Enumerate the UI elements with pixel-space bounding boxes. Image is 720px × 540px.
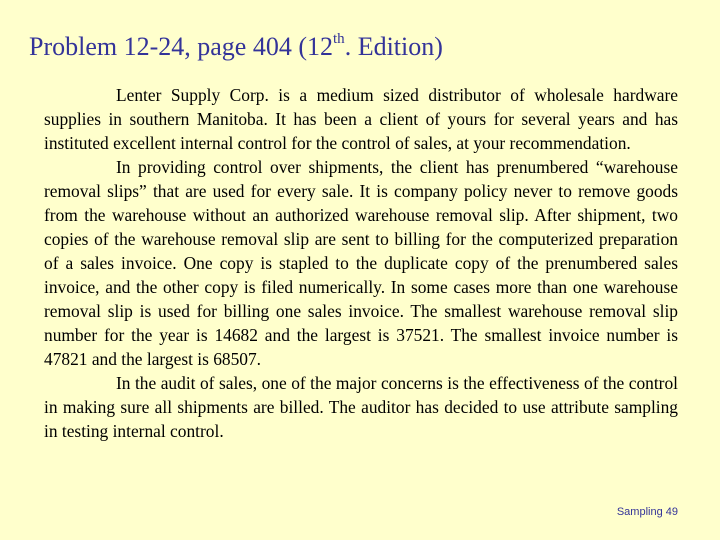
- title-suffix: . Edition): [344, 32, 443, 61]
- problem-body: [44, 83, 678, 443]
- title-prefix: Problem 12-24, page 404 (12: [29, 32, 334, 61]
- footer-label: Sampling: [616, 506, 663, 518]
- paragraph-shipment-controls: In providing control over shipments, the client has prenumbered “warehouse removal slips” that are used for every sale. It is company policy never to remove goods from the warehouse without an authorized warehouse removal slip. After shipment, two copies of the warehouse removal slip are sent to billing for the computerized preparation of a sales invoice. One copy is stapled to the duplicate copy of the prenumbered sales invoice, and the other copy is filed numerically. In some cases more than one warehouse removal slip is used for billing one sales invoice. The smallest warehouse removal slip number for the year is 14682 and the largest is 37521. The smallest invoice number is 47821 and the largest is 68507.: [44, 157, 678, 369]
- paragraph-company-description: Lenter Supply Corp. is a medium sized distributor of wholesale hardware supplies in southern Manitoba. It has been a client of yours for several years and has instituted excellent internal control for the control of sales, at your recommendation.: [44, 85, 678, 153]
- paragraph-audit-objective: In the audit of sales, one of the major concerns is the effectiveness of the control in making sure all shipments are billed. The auditor has decided to use attribute sampling in testing internal control.: [44, 373, 678, 441]
- slide-title: [29, 30, 443, 64]
- footer-page-number: 49: [665, 506, 678, 518]
- title-superscript: th: [333, 31, 345, 47]
- slide-footer: [617, 506, 678, 518]
